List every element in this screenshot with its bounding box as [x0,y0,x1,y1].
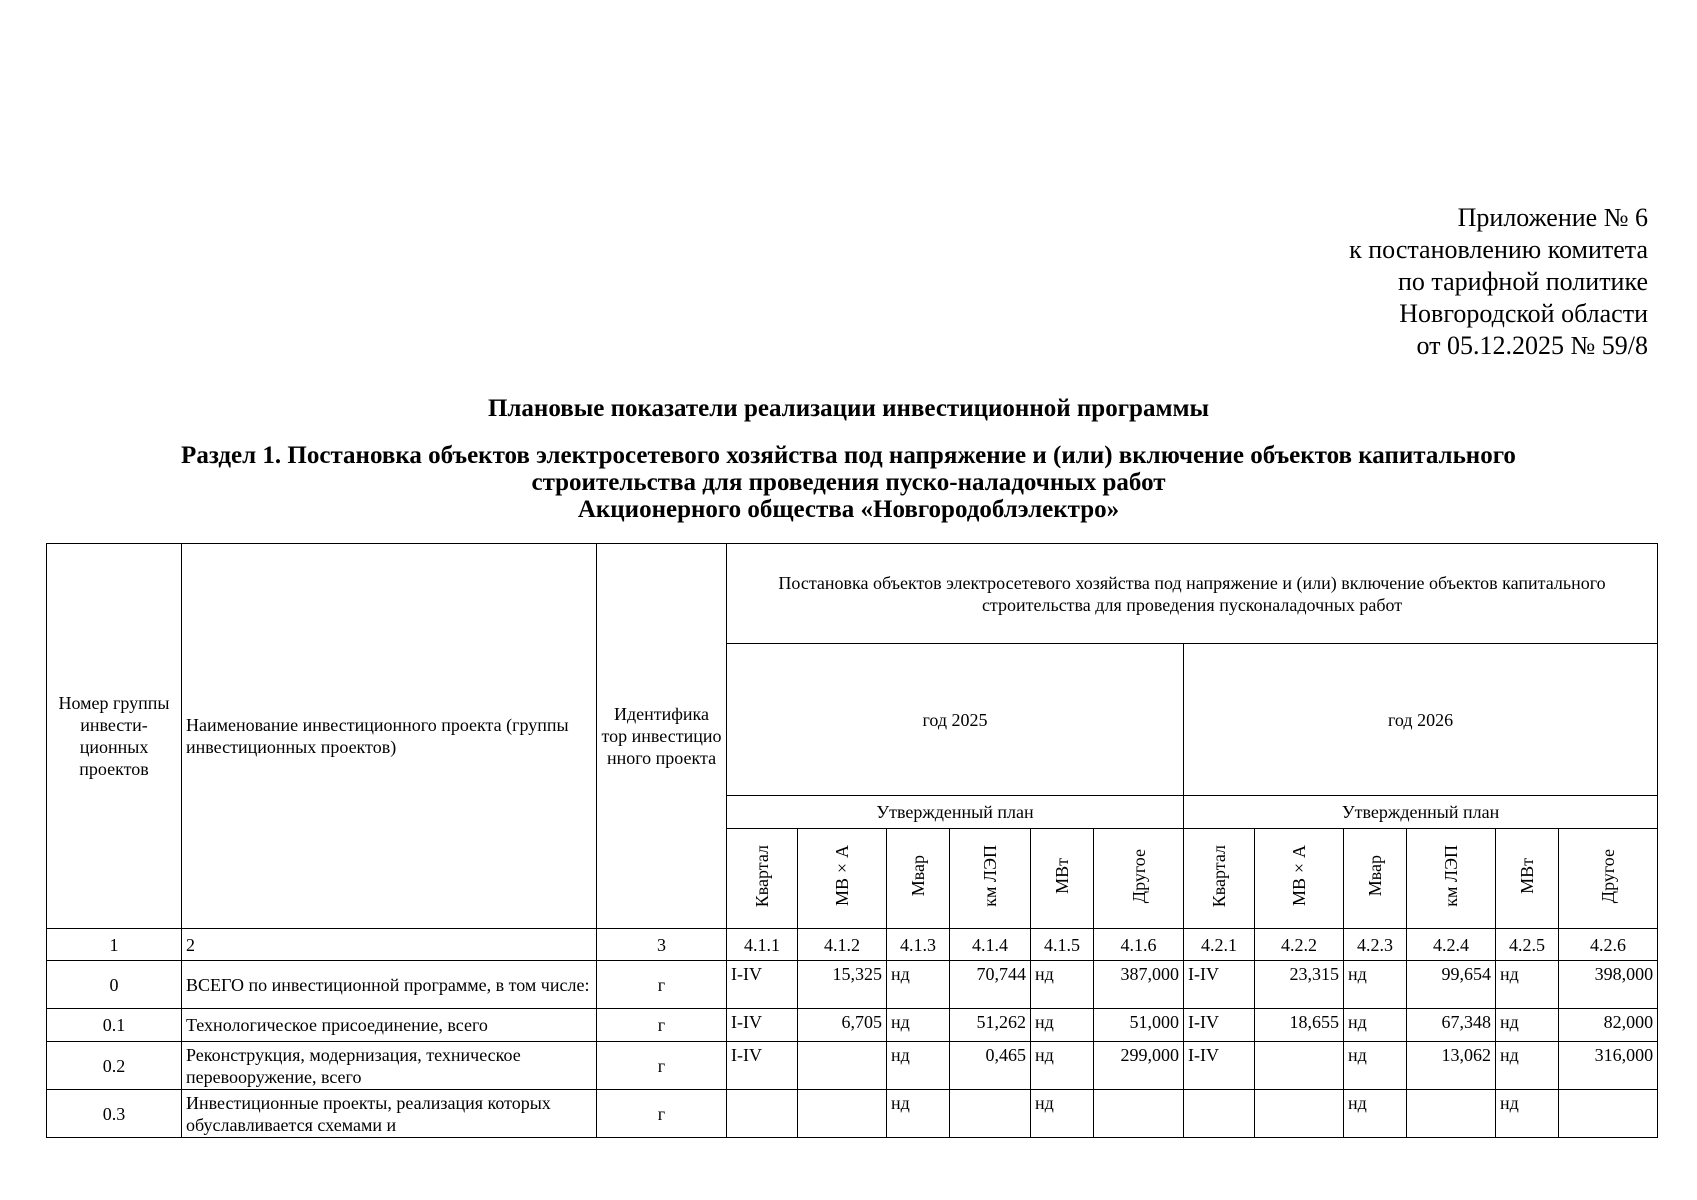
cell-mvar: нд [887,1009,950,1042]
subheader-km-lep: км ЛЭП [950,829,1031,929]
appendix-line: Приложение № 6 [1457,203,1648,232]
cell-quarter: I-IV [727,1009,798,1042]
table-row [47,1042,1658,1090]
cell-mvar: нд [1344,1042,1407,1090]
numbering-cell: 2 [182,929,597,961]
cell-other: 316,000 [1559,1042,1658,1090]
header-plan-2025: Утвержденный план [727,796,1184,829]
appendix-line: Новгородской области [1399,299,1648,328]
numbering-cell: 4.1.6 [1094,929,1184,961]
cell-other: 51,000 [1094,1009,1184,1042]
cell-km-lep: 0,465 [950,1042,1031,1090]
row-project-name: Инвестиционные проекты, реализация которых обуславливается схемами и [182,1090,597,1138]
cell-km-lep: 99,654 [1407,961,1496,1009]
numbering-cell: 4.2.6 [1559,929,1658,961]
subheader-mvar: Мвар [887,829,950,929]
cell-other: 387,000 [1094,961,1184,1009]
cell-mw: нд [1031,1042,1094,1090]
cell-mvar: нд [1344,1090,1407,1138]
subheader-km-lep: км ЛЭП [1407,829,1496,929]
section-title-line: строительства для проведения пуско-наладочных работ [531,469,1166,496]
numbering-cell: 1 [47,929,182,961]
subheader-other: Другое [1559,829,1658,929]
header-row [47,544,1658,644]
appendix-line: от 05.12.2025 № 59/8 [1416,331,1648,360]
cell-mvar: нд [887,961,950,1009]
subheader-mva: МВ×А [798,829,887,929]
table-row [47,1090,1658,1138]
indicators-table [46,543,1658,1138]
appendix-block [1349,202,1648,362]
row-number: 0.2 [47,1042,182,1090]
numbering-cell: 4.1.1 [727,929,798,961]
cell-quarter: I-IV [1184,961,1255,1009]
row-project-name: ВСЕГО по инвестиционной программе, в том числе: [182,961,597,1009]
cell-mva [1255,1042,1344,1090]
cell-quarter: I-IV [727,1042,798,1090]
subheader-mw: МВт [1496,829,1559,929]
row-project-id: г [597,1090,727,1138]
cell-quarter [727,1090,798,1138]
cell-mvar: нд [1344,1009,1407,1042]
cell-mva: 6,705 [798,1009,887,1042]
header-year-2026: год 2026 [1184,644,1658,796]
cell-other: 299,000 [1094,1042,1184,1090]
cell-km-lep: 70,744 [950,961,1031,1009]
cell-mw: нд [1496,1090,1559,1138]
header-project-name: Наименование инвестиционного проекта (группы инвестиционных проектов) [182,544,597,929]
table-row [47,1009,1658,1042]
cell-mva: 15,325 [798,961,887,1009]
numbering-cell: 4.2.5 [1496,929,1559,961]
row-project-id: г [597,1042,727,1090]
numbering-cell: 4.2.3 [1344,929,1407,961]
cell-mva: 23,315 [1255,961,1344,1009]
cell-km-lep: 13,062 [1407,1042,1496,1090]
section-title [46,442,1651,523]
subheader-mva: МВ×А [1255,829,1344,929]
section-title-line: Акционерного общества «Новгородоблэлектро» [577,496,1120,523]
cell-other: 398,000 [1559,961,1658,1009]
cell-mva [798,1042,887,1090]
cell-quarter: I-IV [1184,1042,1255,1090]
row-number: 0 [47,961,182,1009]
header-main: Постановка объектов электросетевого хозяйства под напряжение и (или) включение объектов капитального строительства для проведения пусконаладочных работ [727,544,1658,644]
cell-km-lep [1407,1090,1496,1138]
cell-mw: нд [1031,1090,1094,1138]
numbering-cell: 4.1.2 [798,929,887,961]
cell-mvar: нд [887,1042,950,1090]
numbering-cell: 4.2.1 [1184,929,1255,961]
numbering-cell: 4.2.2 [1255,929,1344,961]
cell-other: 82,000 [1559,1009,1658,1042]
cell-mva [798,1090,887,1138]
row-number: 0.3 [47,1090,182,1138]
cell-mw: нд [1496,1042,1559,1090]
cell-mw: нд [1031,961,1094,1009]
subheader-other: Другое [1094,829,1184,929]
cell-quarter [1184,1090,1255,1138]
cell-km-lep [950,1090,1031,1138]
table-row [47,961,1658,1009]
cell-other [1094,1090,1184,1138]
row-number: 0.1 [47,1009,182,1042]
numbering-cell: 4.1.3 [887,929,950,961]
cell-mvar: нд [1344,961,1407,1009]
row-project-name: Реконструкция, модернизация, техническое перевооружение, всего [182,1042,597,1090]
numbering-cell: 4.2.4 [1407,929,1496,961]
header-group-number: Номер группы инвести-ционных проектов [47,544,182,929]
subheader-mw: МВт [1031,829,1094,929]
subheader-quarter: Квартал [1184,829,1255,929]
row-project-name: Технологическое присоединение, всего [182,1009,597,1042]
row-project-id: г [597,961,727,1009]
row-project-id: г [597,1009,727,1042]
subheader-mvar: Мвар [1344,829,1407,929]
header-project-id: Идентифика тор инвестицио нного проекта [597,544,727,929]
cell-mva [1255,1090,1344,1138]
appendix-line: по тарифной политике [1398,267,1648,296]
cell-mvar: нд [887,1090,950,1138]
section-title-line: Раздел 1. Постановка объектов электросетевого хозяйства под напряжение и (или) включение объектов капитального [181,442,1516,469]
cell-km-lep: 51,262 [950,1009,1031,1042]
numbering-cell: 4.1.4 [950,929,1031,961]
cell-quarter: I-IV [727,961,798,1009]
numbering-row [47,929,1658,961]
cell-mva: 18,655 [1255,1009,1344,1042]
numbering-cell: 3 [597,929,727,961]
numbering-cell: 4.1.5 [1031,929,1094,961]
cell-mw: нд [1496,961,1559,1009]
subheader-quarter: Квартал [727,829,798,929]
cell-quarter: I-IV [1184,1009,1255,1042]
cell-mw: нд [1496,1009,1559,1042]
cell-mw: нд [1031,1009,1094,1042]
cell-other [1559,1090,1658,1138]
cell-km-lep: 67,348 [1407,1009,1496,1042]
header-plan-2026: Утвержденный план [1184,796,1658,829]
document-title: Плановые показатели реализации инвестиционной программы [487,395,1210,422]
header-year-2025: год 2025 [727,644,1184,796]
appendix-line: к постановлению комитета [1349,235,1648,264]
